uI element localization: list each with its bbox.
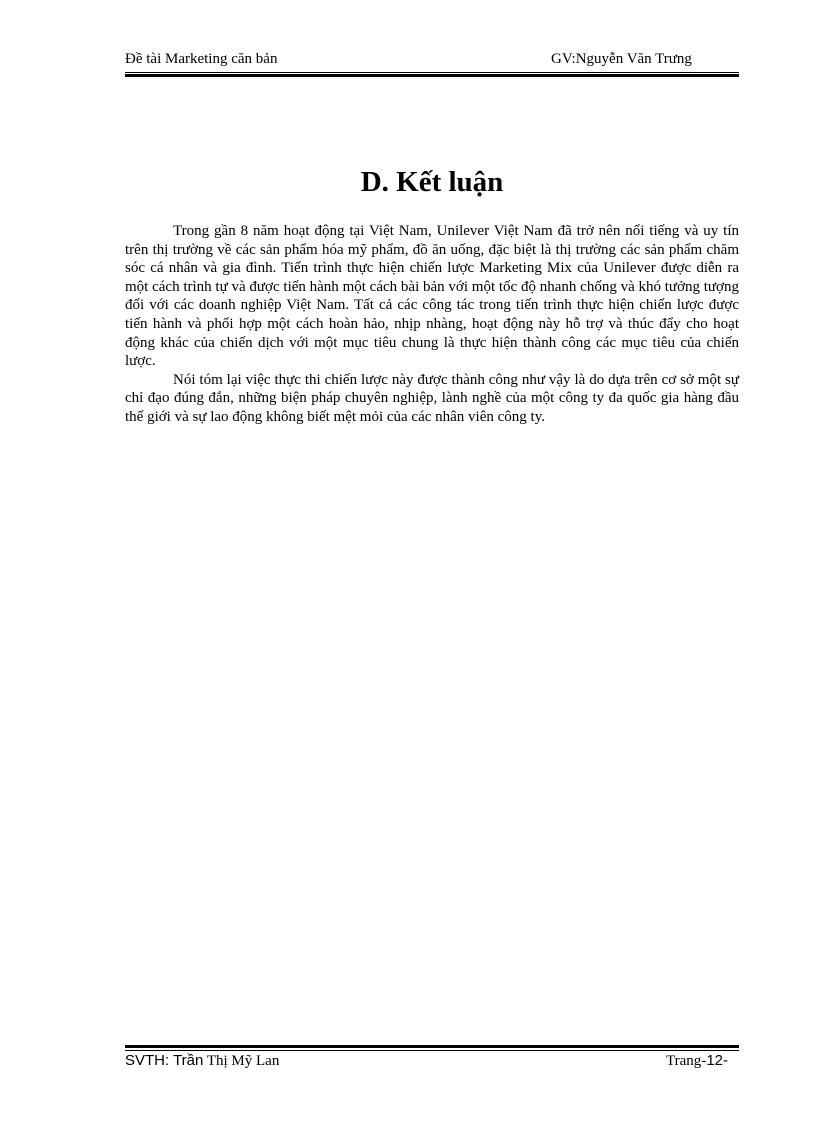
paragraph-1: Trong gần 8 năm hoạt động tại Việt Nam, Unilever Việt Nam đã trở nên nổi tiếng và uy tín trên thị trường về các sản phẩm hóa mỹ phẩm, đồ ăn uống, đặc biệt là thị trường các sản phẩm chăm sóc cá nhân và gia đình. Tiến trình thực hiện chiến lược Marketing Mix của Unilever được diễn ra một cách trình tự và được tiến hành một cách bài bản với một tốc độ nhanh chống và khó tưởng tượng đối với các doanh nghiệp Việt Nam. Tất cả các công tác trong tiến trình thực hiện chiến lược được tiến hành và phối hợp một cách hoàn hảo, nhịp nhàng, hoạt động này hỗ trợ và thúc đẩy cho hoạt động khác của chiến dịch với một mục tiêu chung là thực hiện thành công các mục tiêu của chiến lược. bbox=[125, 223, 739, 370]
footer-rule-thick bbox=[125, 1045, 739, 1048]
footer-student bbox=[125, 1052, 279, 1070]
conclusion-body bbox=[125, 222, 739, 427]
footer-page-prefix: Trang- bbox=[666, 1053, 707, 1069]
page-footer bbox=[125, 1052, 739, 1074]
section-title: D. Kết luận bbox=[360, 166, 504, 198]
footer-page-number bbox=[666, 1052, 728, 1070]
footer-rule-thin bbox=[125, 1050, 739, 1051]
header-rule-thick bbox=[125, 74, 739, 77]
header-course-title: Đề tài Marketing căn bản bbox=[125, 51, 278, 67]
header-instructor: GV:Nguyễn Văn Trưng bbox=[551, 51, 692, 67]
paragraph-2: Nói tóm lại việc thực thi chiến lược này được thành công như vậy là do dựa trên cơ sở một sự chỉ đạo đúng đắn, những biện pháp chuyên nghiệp, lành nghề của một công ty đa quốc gia hàng đầu thế giới và sự lao động không biết mệt mỏi của các nhân viên công ty. bbox=[125, 371, 739, 425]
page-header bbox=[125, 51, 739, 71]
footer-student-name: Thị Mỹ Lan bbox=[203, 1053, 280, 1069]
footer-page-value: 12- bbox=[706, 1052, 728, 1069]
footer-student-prefix: SVTH: Trần bbox=[125, 1052, 204, 1069]
header-rule-thin bbox=[125, 72, 739, 73]
